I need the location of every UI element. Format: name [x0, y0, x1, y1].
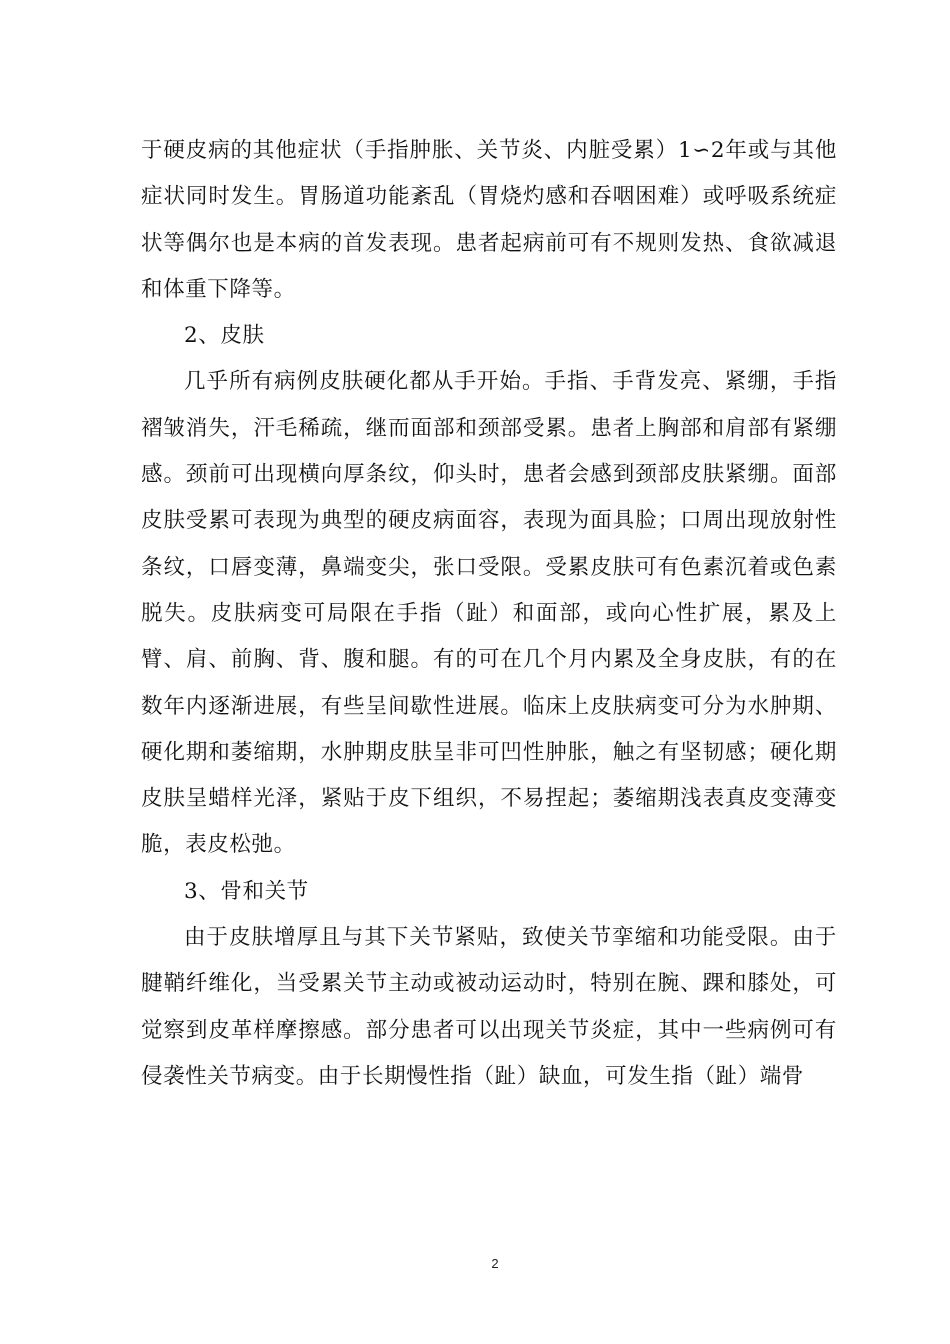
paragraph-bone-joint: 由于皮肤增厚且与其下关节紧贴，致使关节挛缩和功能受限。由于腱鞘纤维化，当受累关节主动或被动运动时，特别在腕、踝和膝处，可觉察到皮革样摩擦感。部分患者可以出现关节炎症，其中一些病例可有侵袭性关节病变。由于长期慢性指（趾）缺血，可发生指（趾）端骨 [141, 925, 837, 1089]
section-heading-skin: 2、皮肤 [184, 323, 265, 349]
paragraph-continuation: 于硬皮病的其他症状（手指肿胀、关节炎、内脏受累）1∽2年或与其他症状同时发生。胃肠道功能紊乱（胃烧灼感和吞咽困难）或呼吸系统症状等偶尔也是本病的首发表现。患者起病前可有不规则发热、食欲减退和体重下降等。 [141, 138, 837, 302]
document-body [141, 128, 837, 1100]
page-number: 2 [491, 1256, 499, 1271]
section-heading-bone-joint: 3、骨和关节 [184, 878, 309, 904]
paragraph-skin: 几乎所有病例皮肤硬化都从手开始。手指、手背发亮、紧绷，手指褶皱消失，汗毛稀疏，继而面部和颈部受累。患者上胸部和肩部有紧绷感。颈前可出现横向厚条纹，仰头时，患者会感到颈部皮肤紧绷。面部皮肤受累可表现为典型的硬皮病面容，表现为面具脸；口周出现放射性条纹，口唇变薄，鼻端变尖，张口受限。受累皮肤可有色素沉着或色素脱失。皮肤病变可局限在手指（趾）和面部，或向心性扩展，累及上臂、肩、前胸、背、腹和腿。有的可在几个月内累及全身皮肤，有的在数年内逐渐进展，有些呈间歇性进展。临床上皮肤病变可分为水肿期、硬化期和萎缩期，水肿期皮肤呈非可凹性肿胀，触之有坚韧感；硬化期皮肤呈蜡样光泽，紧贴于皮下组织，不易捏起；萎缩期浅表真皮变薄变脆，表皮松弛。 [141, 369, 837, 858]
